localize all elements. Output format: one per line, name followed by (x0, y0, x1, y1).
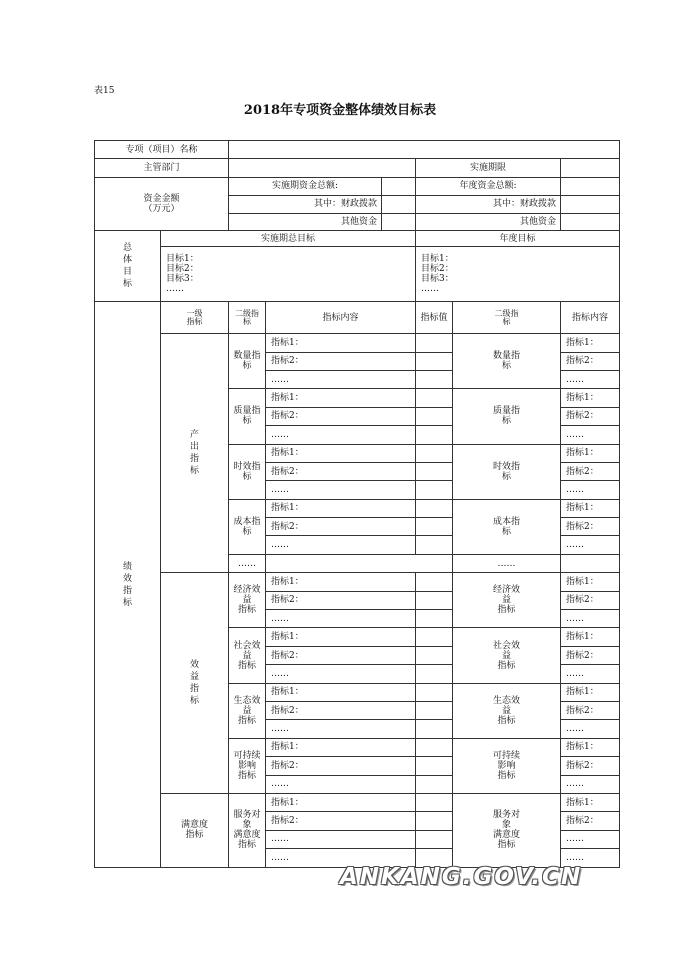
timeliness-label (229, 444, 266, 499)
performance-target-table (94, 140, 620, 868)
cost-label-text: 成本指 标 (233, 516, 261, 537)
timeliness-value-1[interactable] (416, 444, 453, 462)
quantity-value-1[interactable] (416, 334, 453, 352)
social-item-year-1-text: 指标1： (566, 632, 599, 643)
quantity-item-year-2-text: 指标2： (566, 356, 599, 367)
quality-value-3[interactable] (416, 426, 453, 444)
economic-item-year-2-text: 指标2： (566, 595, 599, 606)
cost-value-2[interactable] (416, 518, 453, 536)
quality-item-2-text: 指标2： (271, 411, 304, 422)
quantity-value-3[interactable] (416, 370, 453, 388)
timeliness-item-1-text: 指标1： (271, 448, 304, 459)
sustainable-item-2-text: 指标2： (271, 760, 304, 771)
service-label (229, 793, 266, 867)
timeliness-item-3-text: …… (271, 484, 290, 495)
sustainable-item-year-1-text: 指标1： (566, 742, 599, 753)
cost-item-year-1[interactable] (561, 499, 620, 517)
dept-label-text: 主管部门 (143, 163, 180, 174)
quantity-item-year-3-text: …… (566, 374, 585, 385)
economic-item-1[interactable] (266, 573, 416, 591)
social-item-2-text: 指标2： (271, 650, 304, 661)
ecological-label (229, 683, 266, 738)
service-label-text: 服务对 象 满意度 指标 (233, 810, 261, 851)
sustainable-item-year-3[interactable] (561, 775, 620, 793)
timeliness-item-2[interactable] (266, 462, 416, 480)
social-value-2[interactable] (416, 646, 453, 664)
cost-item-year-3-text: …… (566, 540, 585, 551)
quality-item-year-1[interactable] (561, 389, 620, 407)
period-goals-field-text: 目标1： 目标2： 目标3： …… (166, 254, 199, 295)
timeliness-value-3[interactable] (416, 481, 453, 499)
sustainable-value-2[interactable] (416, 757, 453, 775)
funds-label (95, 177, 229, 230)
quality-value-1[interactable] (416, 389, 453, 407)
year-fiscal-label (416, 196, 561, 213)
service-item-year-2-text: 指标2： (566, 816, 599, 827)
social-item-year-2[interactable] (561, 646, 620, 664)
sustainable-label (229, 738, 266, 793)
quantity-item-year-1-text: 指标1： (566, 337, 599, 348)
year-total-field[interactable] (561, 177, 620, 195)
project-name-field[interactable] (229, 141, 620, 159)
service-item-3[interactable] (266, 830, 416, 848)
service-item-year-1-text: 指标1： (566, 797, 599, 808)
timeliness-value-2[interactable] (416, 462, 453, 480)
quantity-item-year-3[interactable] (561, 370, 620, 388)
year-goal-header-text: 年度目标 (499, 233, 536, 244)
year-goals-field-text: 目标1： 目标2： 目标3： …… (421, 254, 454, 295)
social-item-1-text: 指标1： (271, 632, 304, 643)
economic-value-2[interactable] (416, 591, 453, 609)
site-watermark: ANKANG.GOV.CN (340, 864, 583, 890)
cost-item-3[interactable] (266, 536, 416, 554)
period-other-label (229, 213, 382, 230)
sustainable-item-year-1[interactable] (561, 738, 620, 756)
sustainable-value-1[interactable] (416, 738, 453, 756)
ecological-value-1[interactable] (416, 683, 453, 701)
quality-item-year-3[interactable] (561, 426, 620, 444)
period-fiscal-field[interactable] (382, 196, 416, 213)
ecological-item-year-2[interactable] (561, 701, 620, 719)
service-value-3[interactable] (416, 830, 453, 848)
social-item-3[interactable] (266, 665, 416, 683)
economic-label (229, 573, 266, 628)
period-total-label-text: 实施期资金总额: (271, 181, 339, 192)
value-header-text: 指标值 (420, 312, 448, 323)
cost-value-3[interactable] (416, 536, 453, 554)
dept-label (95, 159, 229, 177)
cost-item-year-1-text: 指标1： (566, 503, 599, 514)
ecological-item-year-3[interactable] (561, 720, 620, 738)
overall-goal-label (95, 230, 161, 302)
economic-label-text: 经济效 益 指标 (233, 585, 261, 616)
level2-header-year-text: 二级指 标 (494, 308, 519, 326)
funds-label-text: 资金金额 （万元） (143, 193, 180, 214)
cost-item-year-3[interactable] (561, 536, 620, 554)
sustainable-item-3-text: …… (271, 779, 290, 790)
satisfaction-label (161, 793, 229, 867)
social-value-3[interactable] (416, 665, 453, 683)
benefit-label-text: 效 益 指 标 (190, 660, 200, 707)
ecological-item-2-text: 指标2： (271, 705, 304, 716)
period-fiscal-label (229, 196, 382, 213)
ecological-value-2[interactable] (416, 701, 453, 719)
cost-item-1-text: 指标1： (271, 503, 304, 514)
period-goals-field[interactable] (161, 247, 416, 302)
quality-label-text: 质量指 标 (233, 406, 261, 427)
service-item-year-3-text: …… (566, 834, 585, 845)
content-header-text: 指标内容 (322, 312, 359, 323)
service-value-2[interactable] (416, 812, 453, 830)
year-fiscal-label-text: 其中：财政拨款 (493, 199, 557, 210)
sustainable-item-1[interactable] (266, 738, 416, 756)
level2-header (229, 302, 266, 334)
cost-label (229, 499, 266, 554)
quality-label (229, 389, 266, 444)
economic-item-3-text: …… (271, 613, 290, 624)
quantity-item-2[interactable] (266, 352, 416, 370)
period-label (416, 159, 561, 177)
quality-item-2[interactable] (266, 407, 416, 425)
output-more (229, 554, 266, 572)
sustainable-item-year-2-text: 指标2： (566, 760, 599, 771)
benefit-label (161, 573, 229, 794)
period-other-field[interactable] (382, 213, 416, 230)
social-label-year (453, 628, 561, 683)
cost-item-2[interactable] (266, 518, 416, 536)
cost-item-year-2-text: 指标2： (566, 521, 599, 532)
project-name-label-text: 专项（项目）名称 (125, 144, 198, 155)
service-item-year-2[interactable] (561, 812, 620, 830)
timeliness-item-2-text: 指标2： (271, 466, 304, 477)
service-item-year-3[interactable] (561, 830, 620, 848)
quantity-value-2[interactable] (416, 352, 453, 370)
timeliness-label-year (453, 444, 561, 499)
social-item-year-1[interactable] (561, 628, 620, 646)
social-item-year-2-text: 指标2： (566, 650, 599, 661)
period-total-field[interactable] (382, 177, 416, 195)
economic-item-year-2[interactable] (561, 591, 620, 609)
ecological-value-3[interactable] (416, 720, 453, 738)
cost-item-1[interactable] (266, 499, 416, 517)
ecological-label-text: 生态效 益 指标 (233, 695, 261, 726)
level2-header-text: 二级指 标 (235, 308, 260, 326)
output-label-text: 产 出 指 标 (190, 430, 200, 477)
page-title: 2018年专项资金整体绩效目标表 (243, 103, 437, 118)
content-header (266, 302, 416, 334)
table-number: 表15 (94, 86, 115, 96)
period-field[interactable] (561, 159, 620, 177)
economic-item-year-3[interactable] (561, 610, 620, 628)
social-label-year-text: 社会效 益 指标 (493, 640, 521, 671)
timeliness-item-year-1-text: 指标1： (566, 448, 599, 459)
overall-goal-label-text: 总 体 目 标 (123, 243, 133, 290)
quality-item-1-text: 指标1： (271, 393, 304, 404)
ecological-label-year-text: 生态效 益 指标 (493, 695, 521, 726)
timeliness-item-3[interactable] (266, 481, 416, 499)
economic-value-1[interactable] (416, 573, 453, 591)
ecological-item-year-1-text: 指标1： (566, 687, 599, 698)
economic-item-year-1-text: 指标1： (566, 576, 599, 587)
sustainable-item-year-2[interactable] (561, 757, 620, 775)
quality-item-year-3-text: …… (566, 429, 585, 440)
timeliness-item-year-2-text: 指标2： (566, 466, 599, 477)
quantity-label (229, 334, 266, 389)
period-label-text: 实施期限 (470, 163, 507, 174)
quality-value-2[interactable] (416, 407, 453, 425)
ecological-item-year-1[interactable] (561, 683, 620, 701)
year-fiscal-field[interactable] (561, 196, 620, 213)
social-label (229, 628, 266, 683)
level2-header-year (453, 302, 561, 334)
sustainable-item-year-3-text: …… (566, 779, 585, 790)
quantity-item-year-1[interactable] (561, 334, 620, 352)
service-item-2[interactable] (266, 812, 416, 830)
cost-item-2-text: 指标2： (271, 521, 304, 532)
output-more-text: …… (238, 558, 257, 569)
quality-item-1[interactable] (266, 389, 416, 407)
quality-item-year-1-text: 指标1： (566, 393, 599, 404)
project-name-label (95, 141, 229, 159)
year-total-label-text: 年度资金总额: (459, 181, 517, 192)
quantity-label-year (453, 334, 561, 389)
output-more-year-field[interactable] (561, 554, 620, 572)
quality-label-year (453, 389, 561, 444)
service-item-4-text: …… (271, 853, 290, 864)
year-total-label (416, 177, 561, 195)
output-label (161, 334, 229, 573)
timeliness-item-year-3[interactable] (561, 481, 620, 499)
sustainable-label-text: 可持续 影响 指标 (233, 750, 261, 781)
year-other-label (416, 213, 561, 230)
quantity-item-2-text: 指标2： (271, 356, 304, 367)
economic-label-year (453, 573, 561, 628)
ecological-item-3-text: …… (271, 724, 290, 735)
ecological-item-1-text: 指标1： (271, 687, 304, 698)
social-item-year-3-text: …… (566, 668, 585, 679)
quantity-label-year-text: 数量指 标 (493, 351, 521, 372)
output-more-year (453, 554, 561, 572)
economic-item-1-text: 指标1： (271, 576, 304, 587)
economic-item-2[interactable] (266, 591, 416, 609)
sustainable-item-1-text: 指标1： (271, 742, 304, 753)
dept-field[interactable] (229, 159, 416, 177)
service-item-3-text: …… (271, 834, 290, 845)
social-label-text: 社会效 益 指标 (233, 640, 261, 671)
quantity-item-1-text: 指标1： (271, 337, 304, 348)
social-item-1[interactable] (266, 628, 416, 646)
performance-label (95, 302, 161, 868)
output-more-field[interactable] (266, 554, 453, 572)
service-value-1[interactable] (416, 793, 453, 811)
service-item-year-4-text: …… (566, 853, 585, 864)
quantity-item-3-text: …… (271, 374, 290, 385)
level1-header-text: 一级 指标 (186, 308, 203, 326)
cost-label-year-text: 成本指 标 (493, 516, 521, 537)
period-fiscal-label-text: 其中：财政拨款 (314, 199, 378, 210)
quantity-label-text: 数量指 标 (233, 351, 261, 372)
ecological-item-year-2-text: 指标2： (566, 705, 599, 716)
service-item-2-text: 指标2： (271, 816, 304, 827)
year-goal-header (416, 230, 620, 246)
service-item-1-text: 指标1： (271, 797, 304, 808)
timeliness-label-text: 时效指 标 (233, 461, 261, 482)
quality-item-year-2[interactable] (561, 407, 620, 425)
social-item-3-text: …… (271, 668, 290, 679)
timeliness-label-year-text: 时效指 标 (493, 461, 521, 482)
timeliness-item-year-3-text: …… (566, 484, 585, 495)
social-item-2[interactable] (266, 646, 416, 664)
timeliness-item-1[interactable] (266, 444, 416, 462)
cost-value-1[interactable] (416, 499, 453, 517)
sustainable-item-3[interactable] (266, 775, 416, 793)
economic-value-3[interactable] (416, 610, 453, 628)
quality-item-3-text: …… (271, 429, 290, 440)
service-label-year (453, 793, 561, 867)
year-other-field[interactable] (561, 213, 620, 230)
quality-label-year-text: 质量指 标 (493, 406, 521, 427)
period-other-label-text: 其他资金 (341, 216, 378, 227)
satisfaction-label-text: 满意度 指标 (181, 820, 209, 841)
cost-item-3-text: …… (271, 540, 290, 551)
cost-label-year (453, 499, 561, 554)
economic-label-year-text: 经济效 益 指标 (493, 585, 521, 616)
quality-item-year-2-text: 指标2： (566, 411, 599, 422)
year-goals-field[interactable] (416, 247, 620, 302)
social-item-year-3[interactable] (561, 665, 620, 683)
level1-header (161, 302, 229, 334)
economic-item-2-text: 指标2： (271, 595, 304, 606)
timeliness-item-year-1[interactable] (561, 444, 620, 462)
quality-item-3[interactable] (266, 426, 416, 444)
service-label-year-text: 服务对 象 满意度 指标 (493, 810, 521, 851)
social-value-1[interactable] (416, 628, 453, 646)
sustainable-label-year-text: 可持续 影响 指标 (493, 750, 521, 781)
cost-item-year-2[interactable] (561, 518, 620, 536)
period-goal-header (161, 230, 416, 246)
service-item-year-1[interactable] (561, 793, 620, 811)
output-more-year-text: …… (497, 558, 516, 569)
quantity-item-year-2[interactable] (561, 352, 620, 370)
quantity-item-1[interactable] (266, 334, 416, 352)
sustainable-value-3[interactable] (416, 775, 453, 793)
content-header-year-text: 指标内容 (572, 312, 609, 323)
content-header-year (561, 302, 620, 334)
ecological-item-2[interactable] (266, 701, 416, 719)
period-goal-header-text: 实施期总目标 (261, 233, 316, 244)
economic-item-year-3-text: …… (566, 613, 585, 624)
economic-item-year-1[interactable] (561, 573, 620, 591)
economic-item-3[interactable] (266, 610, 416, 628)
period-total-label (229, 177, 382, 195)
quantity-item-3[interactable] (266, 370, 416, 388)
timeliness-item-year-2[interactable] (561, 462, 620, 480)
service-item-1[interactable] (266, 793, 416, 811)
value-header (416, 302, 453, 334)
ecological-label-year (453, 683, 561, 738)
ecological-item-1[interactable] (266, 683, 416, 701)
year-other-label-text: 其他资金 (520, 216, 557, 227)
ecological-item-3[interactable] (266, 720, 416, 738)
sustainable-item-2[interactable] (266, 757, 416, 775)
sustainable-label-year (453, 738, 561, 793)
performance-label-text: 绩 效 指 标 (123, 561, 133, 608)
ecological-item-year-3-text: …… (566, 724, 585, 735)
